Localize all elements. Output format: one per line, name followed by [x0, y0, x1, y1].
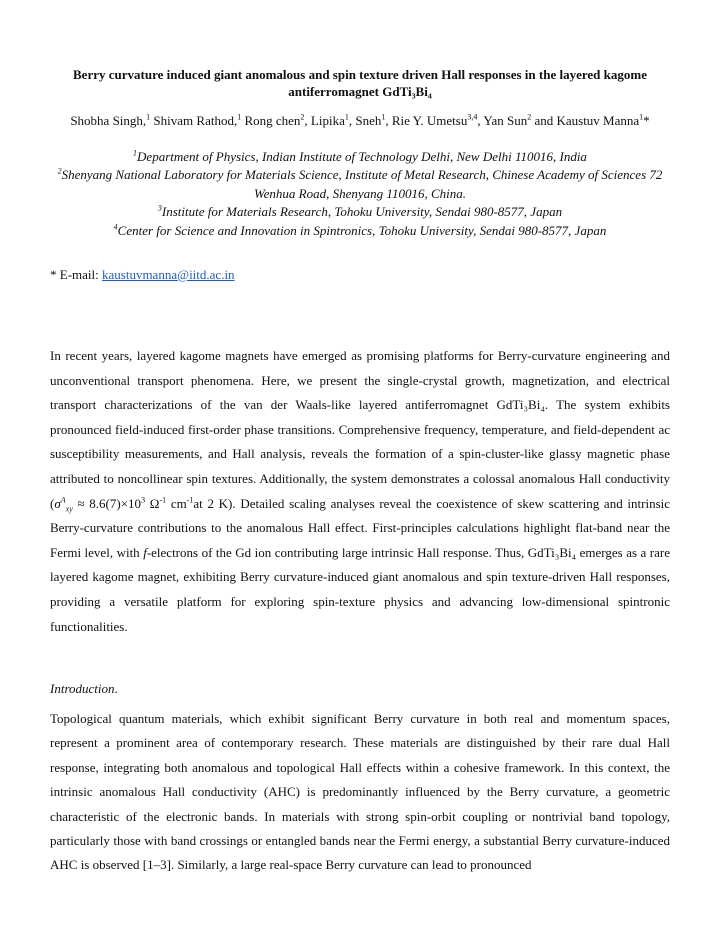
- affiliation-marker: 1: [237, 112, 242, 122]
- author-name: , Lipika: [304, 113, 345, 128]
- affiliation-item: [50, 166, 670, 203]
- heading-text: Introduction: [50, 681, 115, 696]
- author-name: , Rie Y. Umetsu: [385, 113, 468, 128]
- author-name: Rong chen: [241, 113, 301, 128]
- abstract-paragraph: [50, 344, 670, 639]
- sigma-superscript: A: [60, 495, 66, 505]
- exponent: -1: [186, 495, 194, 505]
- author-name: Shivam Rathod,: [150, 113, 238, 128]
- affiliation-number: 3: [157, 203, 162, 213]
- affiliation-number: 1: [133, 148, 138, 158]
- abstract-text: at 2 K). Detailed scaling analyses reveal the coexistence of skew scattering and intrinsic Berry-curvature contributions to the anomalous Hall effect. First-principles calculations highlight flat-band near the Fermi level, with: [50, 495, 671, 560]
- affiliation-marker: 2: [300, 112, 305, 122]
- author-list: [62, 111, 658, 130]
- introduction-paragraph: Topological quantum materials, which exhibit significant Berry curvature in both real and momentum spaces, represent a prominent area of contemporary research. These materials are distinguished by their rare dual Hall response, integrating both anomalous and topological Hall effects within a cohesive framework. In this context, the intrinsic anomalous Hall conductivity (AHC) is predominantly influenced by the Berry curvature, a geometric characteristic of the electronic bands. In materials with strong spin-orbit coupling or nontrivial band topology, particularly those with band crossings or entangled bands near the Fermi energy, a substantial Berry curvature-induced AHC is observed [1–3]. Similarly, a large real-space Berry curvature can lead to pronounced: [50, 711, 670, 873]
- affiliation-marker: 1: [639, 112, 644, 122]
- abstract-text: ≈ 8.6(7)×10: [72, 495, 142, 511]
- author-name: and Kaustuv Manna: [531, 113, 640, 128]
- paper-title: Berry curvature induced giant anomalous and spin texture driven Hall responses in the layered kagome antiferromagnet GdTi₃Bi₄: [73, 67, 647, 99]
- f-electron-symbol: f: [143, 544, 147, 560]
- affiliation-text: Institute for Materials Research, Tohoku University, Sendai 980-8577, Japan: [161, 204, 563, 220]
- affiliation-item: [50, 148, 670, 166]
- affiliation-list: [50, 148, 670, 240]
- abstract-text: In recent years, layered kagome magnets have emerged as promising platforms for Berry-curvature engineering and unconventional transport phenomena. Here, we present the single-crystal growth, magnetization, and electrical transport characterizations of the van der Waals-like layered antiferromagnet GdTi₃Bi₄. The system exhibits pronounced field-induced first-order phase transitions. Comprehensive frequency, temperature, and field-dependent ac susceptibility measurements, and Hall analysis, reveals the formation of a spin-cluster-like glassy magnetic phase attributed to noncollinear spin textures. Additionally, the system demonstrates a colossal anomalous Hall conductivity (: [50, 348, 670, 511]
- abstract-text: Ω: [145, 495, 160, 511]
- section-heading-introduction: [50, 681, 118, 697]
- email-label: * E-mail:: [50, 267, 102, 282]
- affiliation-marker: 1: [344, 112, 349, 122]
- heading-period: .: [114, 681, 118, 696]
- affiliation-text: Department of Physics, Indian Institute of Technology Delhi, New Delhi 110016, India: [137, 149, 587, 164]
- affiliation-text: Shenyang National Laboratory for Materials Science, Institute of Metal Research, Chinese Academy of Sciences 72 Wenhua Road, Shenyang 110016, China.: [61, 167, 663, 201]
- affiliation-marker: 1: [146, 112, 151, 122]
- affiliation-marker: 2: [527, 112, 532, 122]
- abstract-text: -electrons of the Gd ion contributing large intrinsic Hall response. Thus, GdTi₃Bi₄ emerges as a rare layered kagome magnet, exhibiting Berry curvature-induced giant anomalous and spin texture-driven Hall responses, providing a versatile platform for exploring spin-texture physics and advancing low-dimensional spintronic functionalities.: [50, 544, 670, 634]
- sigma-subscript: xy: [65, 504, 73, 514]
- sigma-glyph: σ: [54, 495, 61, 511]
- author-name: , Yan Sun: [477, 113, 528, 128]
- contact-email: [50, 266, 235, 284]
- affiliation-item: [50, 222, 670, 240]
- author-name: Shobha Singh,: [70, 113, 147, 128]
- abstract-text: cm: [166, 495, 187, 511]
- email-link[interactable]: kaustuvmanna@iitd.ac.in: [102, 267, 235, 282]
- corresponding-marker: *: [643, 113, 650, 128]
- sigma-symbol: [54, 495, 73, 514]
- affiliation-marker: 1: [381, 112, 386, 122]
- affiliation-text: Center for Science and Innovation in Spintronics, Tohoku University, Sendai 980-8577, Japan: [117, 222, 607, 238]
- exponent: -1: [159, 495, 167, 505]
- author-name: , Sneh: [348, 113, 382, 128]
- affiliation-number: 2: [57, 167, 62, 177]
- affiliation-item: [50, 203, 670, 221]
- exponent: 3: [141, 495, 146, 505]
- affiliation-marker: 3,4: [467, 112, 478, 122]
- affiliation-number: 4: [113, 222, 118, 232]
